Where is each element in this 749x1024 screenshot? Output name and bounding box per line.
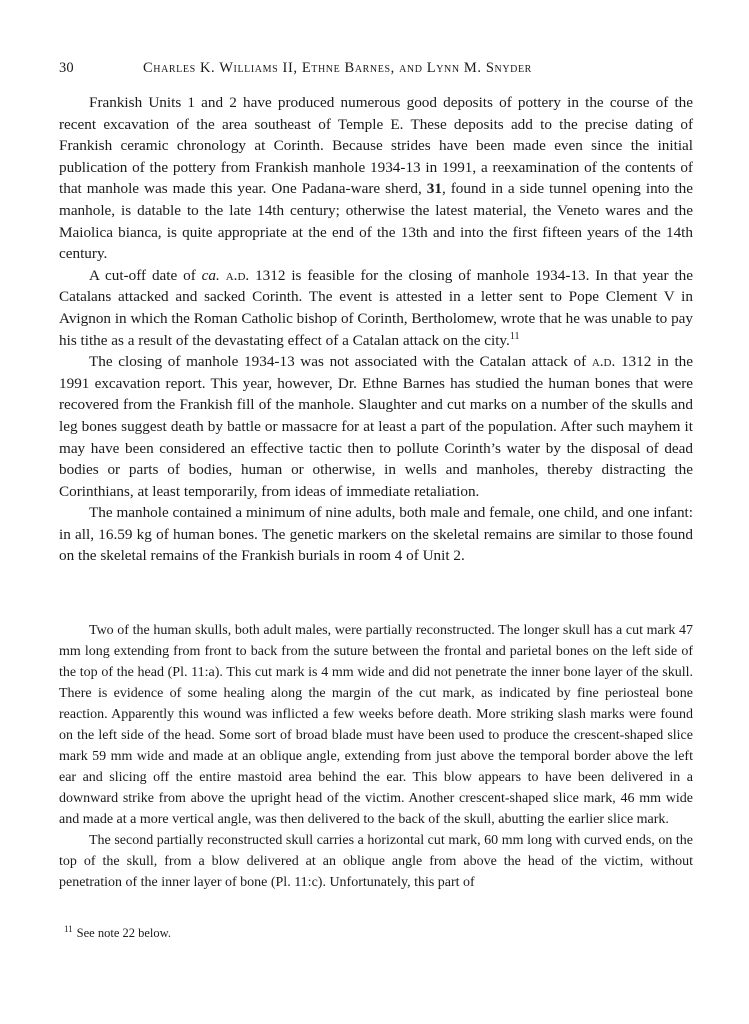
text-run: 1312 is feasible for the closing of manhole 1934-13. In that year the Catalans attacked and sacked Corinth. The event is attested in a letter sent to Pope Clement V in Avignon in which the Roman Catholic bishop of Corinth, Bertholomew, wrote that he was unable to pay his tithe as a result of the devastating effect of a Catalan attack on the city. <box>59 266 694 349</box>
paragraph: The manhole contained a minimum of nine adults, both male and female, one child, and one infant: in all, 16.59 kg of human bones. The genetic markers on the skeletal remains are similar to those found on the skeletal remains of the Frankish burials in room 4 of Unit 2. <box>59 504 693 565</box>
paragraph <box>59 92 693 265</box>
footnote-text: See note 22 below. <box>76 926 171 941</box>
footnote-number: 11 <box>64 924 73 934</box>
report-text <box>59 620 693 893</box>
italic-term: ca. <box>201 266 220 284</box>
text-run: The closing of manhole 1934-13 was not associated with the Catalan attack of <box>89 353 592 371</box>
paragraph <box>59 351 693 502</box>
text-run: , found in a side tunnel opening into the manhole, is datable to the late 14th century; otherwise the latest material, the Veneto wares and the Maiolica bianca, is quite appropriate at the end of the 13th and into the first fifteen years of the 14th century. <box>59 180 694 263</box>
paragraph: The second partially reconstructed skull carries a horizontal cut mark, 60 mm long with curved ends, on the top of the skull, from a blow delivered at an oblique angle from above the head of the victim, without penetration of the inner layer of bone (Pl. 11:c). Unfortunately, this part of <box>59 833 693 890</box>
text-run: 1312 in the 1991 excavation report. This year, however, Dr. Ethne Barnes has studied the human bones that were recovered from the Frankish fill of the manhole. Slaughter and cut marks on a number of the skulls and leg bones suggest death by battle or massacre for at least a part of the population. After such mayhem it may have been considered an effective tactic then to pollute Corinth’s water by the disposal of dead bodies or parts of bodies, human or otherwise, in wells and manholes, thereby distracting the Corinthians, at least temporarily, from ideas of immediate retaliation. <box>59 353 693 500</box>
main-text <box>59 92 693 567</box>
era-abbrev: a.d. <box>225 266 250 284</box>
page-header <box>59 60 699 80</box>
paragraph <box>59 265 693 351</box>
running-head: Charles K. Williams II, Ethne Barnes, and Lynn M. Snyder <box>143 60 532 76</box>
era-abbrev: a.d. <box>591 353 616 371</box>
catalog-number: 31 <box>426 180 442 198</box>
text-run: Frankish Units 1 and 2 have produced numerous good deposits of pottery in the course of the recent excavation of the area southeast of Temple E. These deposits add to the precise dating of Frankish ceramic chronology at Corinth. Because strides have been made even since the initial publication of the pottery from Frankish manhole 1934-13 in 1991, a reexamination of the contents of that manhole was made this year. One Padana-ware sherd, <box>59 94 693 198</box>
page-number: 30 <box>59 60 74 76</box>
paragraph: Two of the human skulls, both adult males, were partially reconstructed. The longer skull has a cut mark 47 mm long extending from front to back from the suture between the frontal and parietal bones on the left side of the top of the head (Pl. 11:a). This cut mark is 4 mm wide and did not penetrate the inner bone layer of the skull. There is evidence of some healing along the margin of the cut mark, as indicated by fine periosteal bone reaction. Apparently this wound was inflicted a few weeks before death. More striking slash marks were found on the left side of the head. Some sort of broad blade must have been used to produce the crescent-shaped slice mark 59 mm wide and made at an oblique angle, extending from just above the temporal border above the left ear and slicing off the entire mastoid area behind the ear. This blow appears to have been delivered in a downward strike from above the upright head of the victim. Another crescent-shaped slice mark, 46 mm wide and made at a more vertical angle, was then delivered to the back of the skull, abutting the earlier slice mark. <box>59 623 693 827</box>
footnote <box>59 924 171 941</box>
text-run: A cut-off date of <box>89 266 202 284</box>
footnote-ref[interactable]: 11 <box>509 330 520 342</box>
